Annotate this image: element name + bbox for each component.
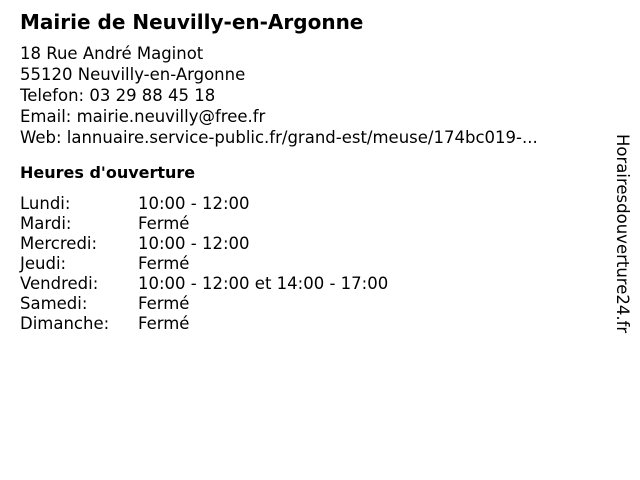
brand-watermark	[612, 134, 634, 344]
page-title: Mairie de Neuvilly-en-Argonne	[20, 10, 364, 34]
time-value: 10:00 - 12:00 et 14:00 - 17:00	[138, 274, 389, 293]
time-value: Fermé	[138, 294, 190, 313]
time-value: 10:00 - 12:00	[138, 234, 250, 253]
day-label: Mercredi:	[20, 234, 98, 253]
day-label: Mardi:	[20, 214, 72, 233]
day-label: Dimanche:	[20, 314, 110, 333]
day-label: Jeudi:	[20, 254, 67, 273]
day-label: Lundi:	[20, 194, 71, 213]
address-block	[20, 43, 538, 148]
day-label: Vendredi:	[20, 274, 99, 293]
opening-hours-heading: Heures d'ouverture	[20, 163, 196, 182]
time-value: Fermé	[138, 254, 190, 273]
street-address: 18 Rue André Maginot	[20, 44, 204, 63]
website-url: Web: lannuaire.service-public.fr/grand-est/meuse/174bc019-...	[20, 128, 538, 147]
phone-number: Telefon: 03 29 88 45 18	[20, 86, 216, 105]
email-address: Email: mairie.neuvilly@free.fr	[20, 107, 266, 126]
brand-text: Horairesdouverture24.fr	[613, 134, 632, 334]
city-postal-code: 55120 Neuvilly-en-Argonne	[20, 65, 246, 84]
time-value: 10:00 - 12:00	[138, 194, 250, 213]
time-value: Fermé	[138, 314, 190, 333]
time-value: Fermé	[138, 214, 190, 233]
day-label: Samedi:	[20, 294, 88, 313]
